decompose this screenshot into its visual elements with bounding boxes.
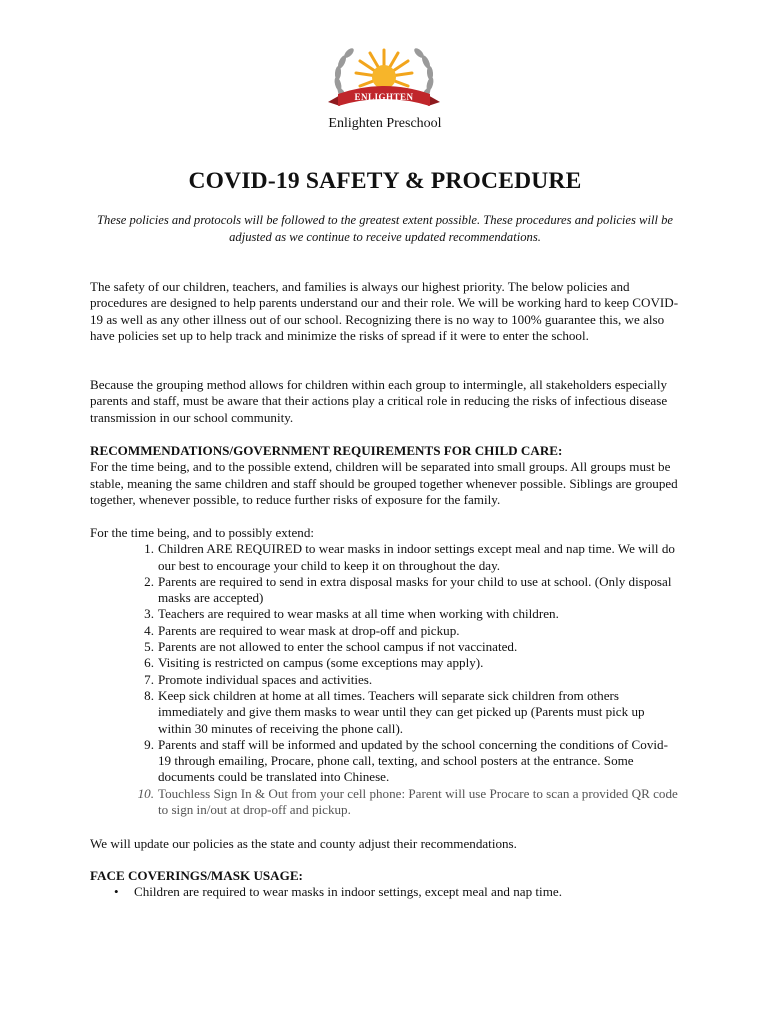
bullet-icon: • (114, 884, 119, 900)
face-coverings-heading: FACE COVERINGS/MASK USAGE: (90, 868, 303, 883)
face-coverings-section (90, 868, 680, 901)
logo-emblem-icon (320, 44, 448, 116)
recommendations-text: For the time being, and to the possible extend, children will be separated into small groups. All groups must be stable, meaning the same children and staff should be grouped together whenever possible. Siblings are grouped together, whenever possible, to reduce further risks of exposure for the family. (90, 459, 678, 507)
update-note: We will update our policies as the state and county adjust their recommendations. (90, 836, 517, 851)
grouping-paragraph: Because the grouping method allows for children within each group to intermingle, all stakeholders especially parents and staff, must be aware that their actions play a critical role in reducing the risks of infectious disease transmission in our school community. (90, 377, 668, 425)
list-item: 6. Visiting is restricted on campus (some exceptions may apply). (144, 655, 484, 671)
requirements-list (90, 541, 680, 818)
list-item: • Children are required to wear masks in indoor settings, except meal and nap time. (114, 884, 562, 900)
list-item: 8. Keep sick children at home at all times. Teachers will separate sick children from others immediately and give them masks to wear until they can get picked up (Parents must pick up within 30 minutes of receiving the phone call). (144, 687, 645, 736)
safety-paragraph: The safety of our children, teachers, and families is always our highest priority. The below policies and procedures are designed to help parents understand our and their role. We will be working hard to keep COVID-19 as well as any other illness out of our school. Recognizing there is no way to 100% guarantee this, we also have policies set up to help track and minimize the risks of spread if it were to enter the school. (90, 279, 679, 343)
list-item: 4. Parents are required to wear mask at drop-off and pickup. (144, 622, 460, 638)
school-logo (320, 44, 448, 116)
list-item: 2. Parents are required to send in extra disposal masks for your child to use at school. (Only disposal masks are accepted) (144, 573, 672, 606)
recommendations-section (90, 443, 680, 508)
svg-text:ENLIGHTEN: ENLIGHTEN (354, 92, 414, 102)
requirements-lead: For the time being, and to possibly extend: (90, 525, 315, 540)
list-item: 7. Promote individual spaces and activities. (144, 671, 373, 687)
list-item: 1. Children ARE REQUIRED to wear masks in indoor settings except meal and nap time. We will do our best to encourage your child to keep it on throughout the day. (144, 541, 675, 573)
face-coverings-list (90, 884, 680, 900)
document-title: COVID-19 SAFETY & PROCEDURE (188, 168, 582, 194)
list-item: 9. Parents and staff will be informed and updated by the school concerning the conditions of Covid-19 through emailing, Procare, phone call, texting, and school posters at the entrance. Some documents could be translated into Chinese. (144, 736, 668, 785)
recommendations-heading: RECOMMENDATIONS/GOVERNMENT REQUIREMENTS FOR CHILD CARE: (90, 443, 563, 458)
intro-italic-text: These policies and protocols will be followed to the greatest extent possible. These procedures and policies will be adjusted as we continue to receive updated recommendations. (97, 213, 673, 244)
list-item: 10. Touchless Sign In & Out from your cell phone: Parent will use Procare to scan a provided QR code to sign in/out at drop-off and pickup. (137, 785, 678, 818)
list-item: 5. Parents are not allowed to enter the school campus if not vaccinated. (144, 639, 518, 655)
requirements-section (90, 525, 680, 818)
list-item: 3. Teachers are required to wear masks at all time when working with children. (144, 606, 559, 622)
school-name: Enlighten Preschool (328, 116, 442, 131)
